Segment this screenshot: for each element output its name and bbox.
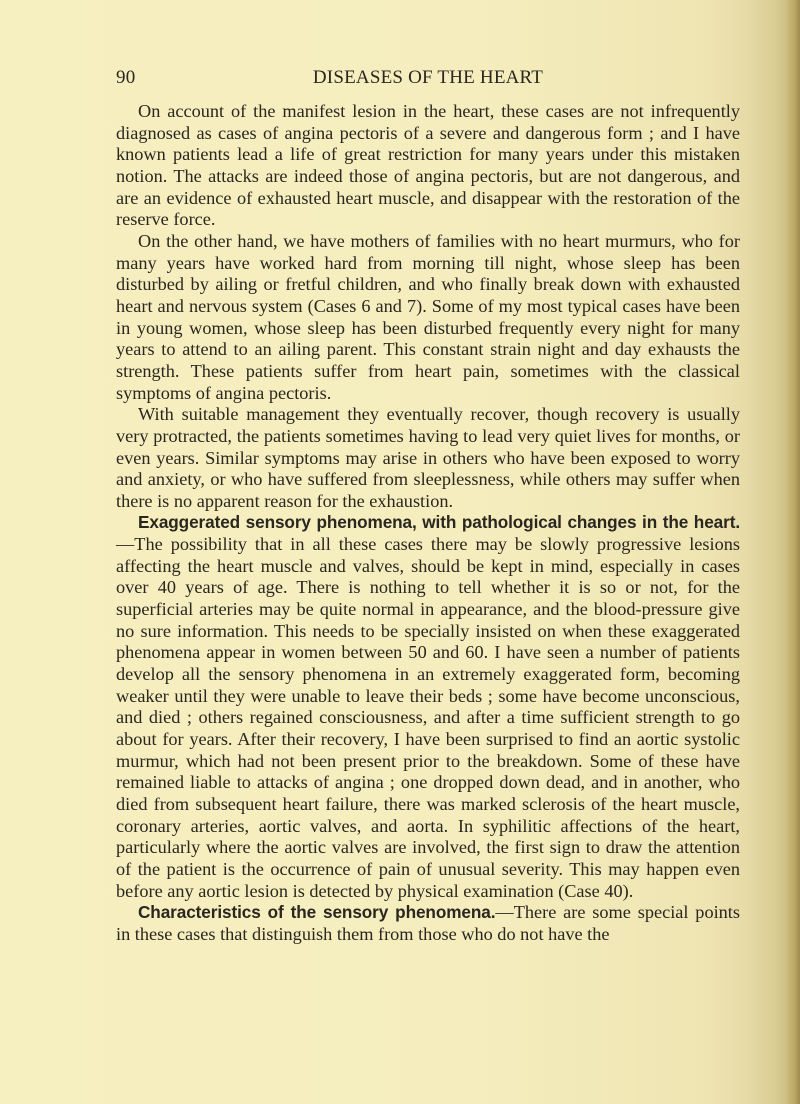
paragraph-text: On the other hand, we have mothers of families with no heart murmurs, who for many years have worked hard from morning till night, whose sleep has been disturbed by ailing or fretful children, and who finally break down with exhausted heart and nervous system (Cases 6 and 7). Some of my most typical cases have been in young women, whose sleep has been disturbed frequently every night for many years to attend to an ailing parent. This constant strain night and day exhausts the strength. These patients suffer from heart pain, sometimes with the classical symptoms of angina pectoris. (116, 230, 740, 403)
body-text (116, 101, 740, 946)
running-head (116, 67, 740, 89)
paragraph-4 (116, 512, 740, 902)
section-heading-exaggerated-phenomena: Exaggerated sensory phenomena, with pathological changes in the heart. (138, 512, 740, 533)
paragraph-text: —There are some special points in these cases that distinguish them from those who do not have the (116, 902, 740, 944)
running-title: DISEASES OF THE HEART (312, 67, 544, 88)
paragraph-3 (116, 404, 740, 512)
page-number: 90 (116, 67, 136, 88)
paragraph-1 (116, 101, 740, 231)
paragraph-text: —The possibility that in all these cases there may be slowly progressive lesions affecting the heart muscle and valves, should be kept in mind, especially in cases over 40 years of age. There is nothing to tell whether it is so or not, for the superficial arteries may be quite normal in appearance, and the blood-pressure give no sure information. This needs to be specially insisted on when these exaggerated phenomena appear in women between 50 and 60. I have seen a number of patients develop all the sensory phenomena in an extremely exaggerated form, becoming weaker until they were unable to leave their beds ; some have become unconscious, and died ; others regained consciousness, and after a time sufficient strength to go about for years. After their recovery, I have been surprised to find an aortic systolic murmur, which had not been present prior to the breakdown. Some of these have remained liable to attacks of angina ; one dropped down dead, and in another, who died from subsequent heart failure, there was marked sclerosis of the heart muscle, coronary arteries, aortic valves, and aorta. In syphilitic affections of the heart, particularly where the aortic valves are involved, the first sign to draw the attention of the patient is the occurrence of pain of unusual severity. This may happen even before any aortic lesion is detected by physical examination (Case 40). (116, 534, 740, 901)
paragraph-5 (116, 902, 740, 945)
page-edge-shadow (786, 0, 800, 1104)
section-heading-characteristics: Characteristics of the sensory phenomena. (138, 902, 496, 923)
paragraph-text: On account of the manifest lesion in the heart, these cases are not infrequently diagnosed as cases of angina pectoris of a severe and dangerous form ; and I have known patients lead a life of great restriction for many years under this mistaken notion. The attacks are indeed those of angina pectoris, but are not dangerous, and are an evidence of exhausted heart muscle, and disappear with the restoration of the reserve force. (116, 101, 740, 230)
paragraph-text: With suitable management they eventually recover, though recovery is usually very protracted, the patients sometimes having to lead very quiet lives for months, or even years. Similar symptoms may arise in others who have been exposed to worry and anxiety, or who have suffered from sleeplessness, while others may suffer when there is no apparent reason for the exhaustion. (116, 404, 740, 511)
paragraph-2 (116, 231, 740, 404)
